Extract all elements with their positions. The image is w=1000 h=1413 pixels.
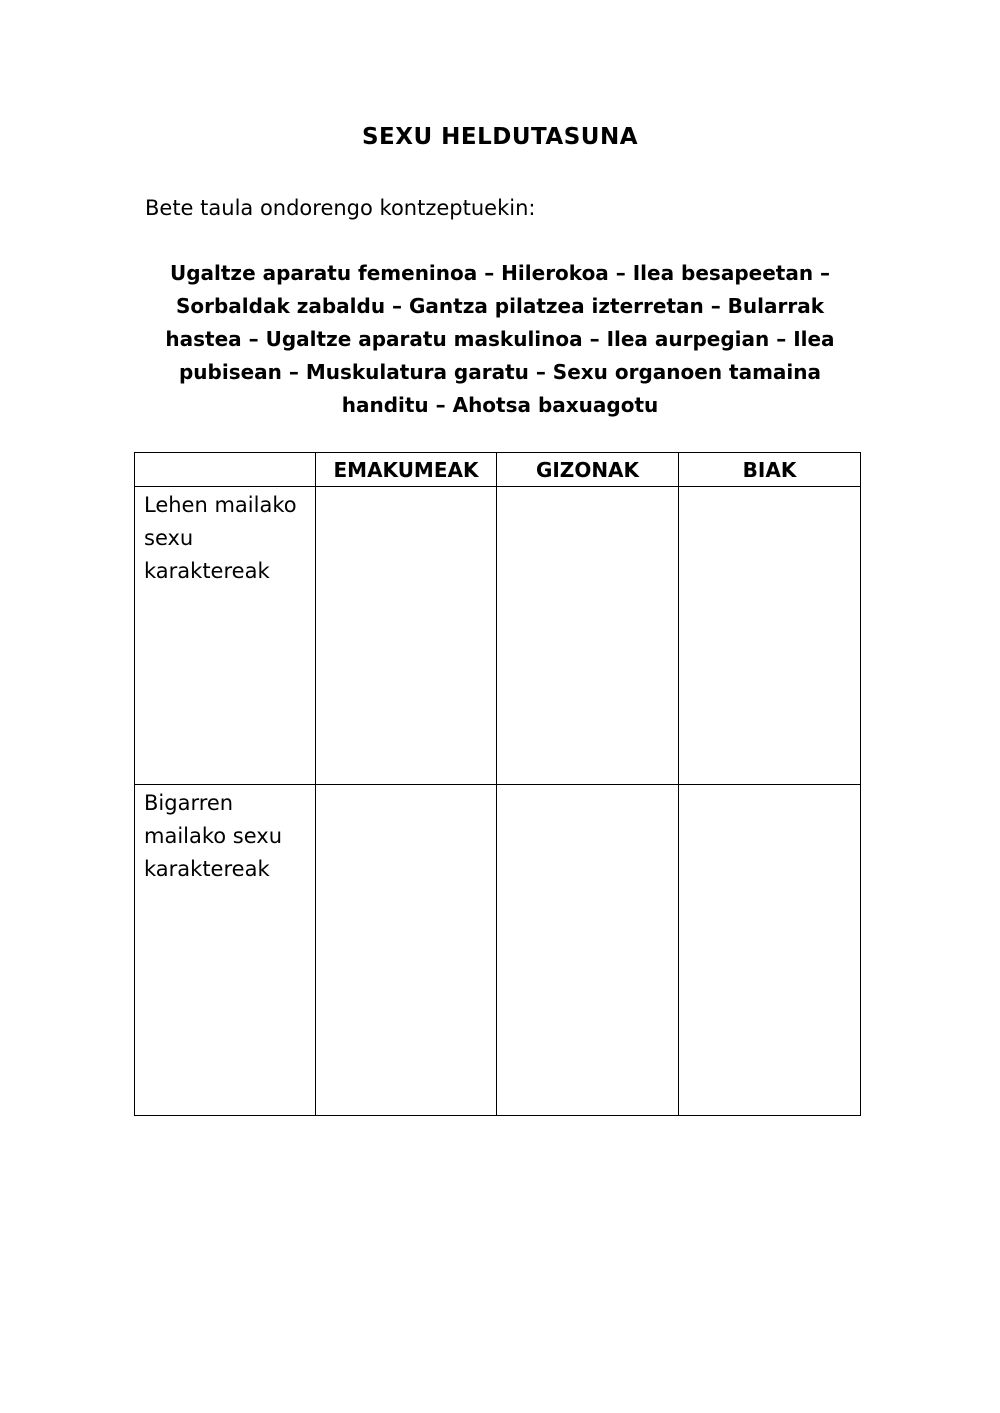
table-row [135,785,861,1116]
answer-cell-secondary-emakumeak[interactable] [316,785,497,1116]
header-cell-biak: BIAK [679,453,861,487]
characteristics-table [134,452,861,1116]
answer-cell-secondary-gizonak[interactable] [497,785,679,1116]
word-bank: Ugaltze aparatu femeninoa – Hilerokoa – Ilea besapeetan – Sorbaldak zabaldu – Gantza pilatzea izterretan – Bularrak hastea – Ugaltze aparatu maskulinoa – Ilea aurpegian – Ilea pubisean – Muskulatura garatu – Sexu organoen tamaina handitu – Ahotsa baxuagotu [165,261,835,417]
header-cell-emakumeak: EMAKUMEAK [316,453,497,487]
answer-cell-primary-biak[interactable] [679,487,861,785]
header-cell-gizonak: GIZONAK [497,453,679,487]
answer-cell-secondary-biak[interactable] [679,785,861,1116]
table-row [135,487,861,785]
instruction-text: Bete taula ondorengo kontzeptuekin: [145,196,536,220]
row-label-secondary: Bigarren mailako sexu karaktereak [135,785,316,1116]
answer-cell-primary-emakumeak[interactable] [316,487,497,785]
table-header-row [135,453,861,487]
header-cell-empty [135,453,316,487]
page-title: SEXU HELDUTASUNA [361,124,639,150]
row-label-primary: Lehen mailako sexu karaktereak [135,487,316,785]
answer-cell-primary-gizonak[interactable] [497,487,679,785]
